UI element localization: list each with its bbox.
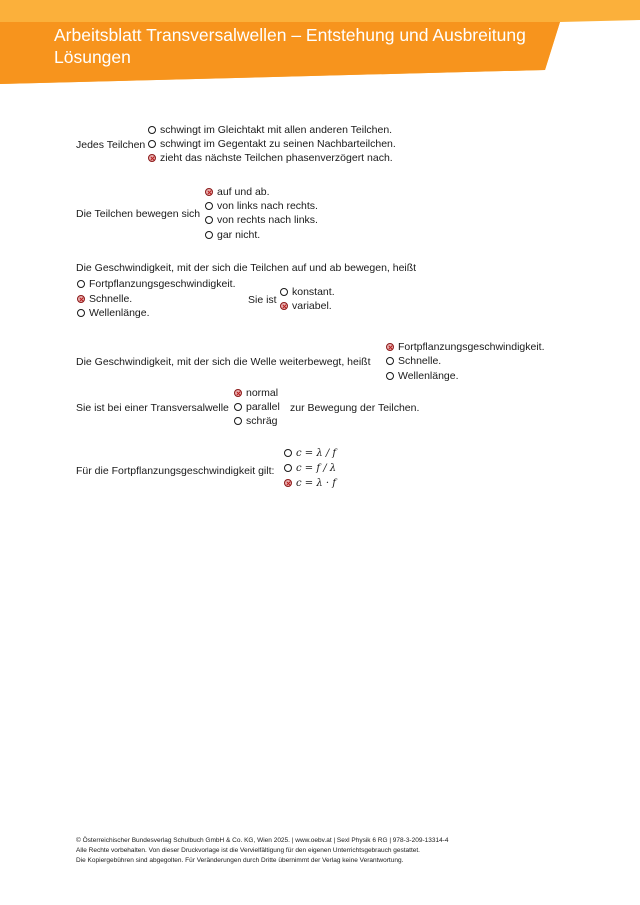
header-banner (0, 0, 640, 84)
checked-radio-icon[interactable] (386, 343, 394, 351)
q2-option-1-label: auf und ab. (217, 186, 270, 198)
radio-icon[interactable] (148, 140, 156, 148)
footer-fees: Die Kopiergebühren sind abgegolten. Für Veränderungen durch Dritte übernimmt der Verlag keine Verantwortung. (76, 857, 404, 864)
q1-prompt: Jedes Teilchen (76, 139, 146, 151)
q3-sub-option-1-label: konstant. (292, 286, 335, 298)
footer (76, 836, 596, 866)
footer-copyright: © Österreichischer Bundesverlag Schulbuch GmbH & Co. KG, Wien 2025. | www.oebv.at | Sexl Physik 6 RG | 978-3-209-13314-4 (76, 837, 449, 844)
q1-option-3-label: zieht das nächste Teilchen phasenverzögert nach. (160, 152, 393, 164)
page-title (54, 24, 614, 68)
q5-prompt: Sie ist bei einer Transversalwelle (76, 402, 229, 414)
q4-prompt: Die Geschwindigkeit, mit der sich die Welle weiterbewegt, heißt (76, 356, 371, 368)
radio-icon[interactable] (284, 449, 292, 457)
q2-prompt: Die Teilchen bewegen sich (76, 208, 201, 220)
checked-radio-icon[interactable] (284, 479, 292, 487)
radio-icon[interactable] (234, 417, 242, 425)
q6-option-1-formula: c = λ / f (296, 448, 337, 459)
q3-prompt: Die Geschwindigkeit, mit der sich die Teilchen auf und ab bewegen, heißt (76, 262, 417, 274)
checked-radio-icon[interactable] (148, 154, 156, 162)
radio-icon[interactable] (205, 202, 213, 210)
q2-option-2-label: von links nach rechts. (217, 200, 318, 212)
checked-radio-icon[interactable] (77, 295, 85, 303)
q6-option-2-formula: c = f / λ (296, 463, 337, 474)
checked-radio-icon[interactable] (205, 188, 213, 196)
q4-option-2-label: Schnelle. (398, 355, 442, 367)
radio-icon[interactable] (386, 357, 394, 365)
q2-option-4-label: gar nicht. (217, 229, 261, 241)
q3-sub-prompt: Sie ist (248, 294, 277, 306)
title-line-2: Lösungen (54, 47, 131, 67)
q4-option-3-label: Wellenlänge. (398, 370, 459, 382)
title-line-1: Arbeitsblatt Transversalwellen – Entstehung und Ausbreitung (54, 25, 526, 45)
checked-radio-icon[interactable] (234, 389, 242, 397)
q1-option-1-label: schwingt im Gleichtakt mit allen anderen Teilchen. (160, 124, 393, 136)
q3-option-3-label: Wellenlänge. (89, 307, 150, 319)
radio-icon[interactable] (148, 126, 156, 134)
radio-icon[interactable] (280, 288, 288, 296)
q5-suffix: zur Bewegung der Teilchen. (290, 402, 420, 414)
q2-option-3-label: von rechts nach links. (217, 214, 318, 226)
radio-icon[interactable] (234, 403, 242, 411)
radio-icon[interactable] (386, 372, 394, 380)
radio-icon[interactable] (284, 464, 292, 472)
q6-prompt: Für die Fortpflanzungsgeschwindigkeit gilt: (76, 465, 275, 477)
q5-option-1-label: normal (246, 387, 279, 399)
q5-option-2-label: parallel (246, 401, 280, 413)
q3-option-2-label: Schnelle. (89, 293, 133, 305)
checked-radio-icon[interactable] (280, 302, 288, 310)
q5-option-3-label: schräg (246, 415, 278, 427)
q6-option-3-formula: c = λ · f (296, 478, 336, 489)
q3-sub-option-2-label: variabel. (292, 300, 332, 312)
q4-option-1-label: Fortpflanzungsgeschwindigkeit. (398, 341, 545, 353)
radio-icon[interactable] (77, 280, 85, 288)
q3-option-1-label: Fortpflanzungsgeschwindigkeit. (89, 278, 236, 290)
radio-icon[interactable] (205, 231, 213, 239)
radio-icon[interactable] (77, 309, 85, 317)
q1-option-2-label: schwingt im Gegentakt zu seinen Nachbarteilchen. (160, 138, 396, 150)
footer-rights: Alle Rechte vorbehalten. Von dieser Druckvorlage ist die Vervielfältigung für den eigenen Unterrichtsgebrauch gestattet. (76, 847, 420, 854)
radio-icon[interactable] (205, 216, 213, 224)
